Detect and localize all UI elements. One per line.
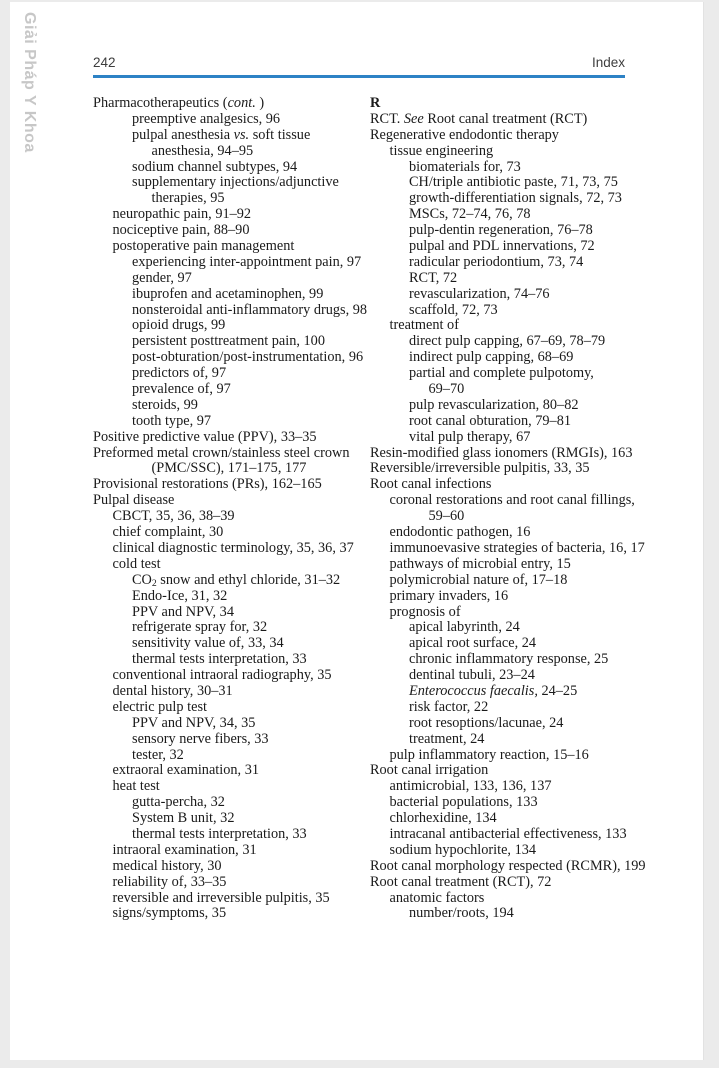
- index-entry: [370, 334, 646, 350]
- index-entry-segment: radicular periodontium, 73, 74: [409, 253, 584, 270]
- index-entry-segment: dentinal tubuli, 23–24: [409, 667, 535, 684]
- index-entry-segment: post-obturation/post-instrumentation, 96: [132, 349, 364, 366]
- index-entry: [370, 303, 646, 319]
- index-entry: [93, 493, 367, 509]
- index-entry: [93, 732, 367, 748]
- index-entry: [370, 112, 646, 128]
- index-entry-segment: scaffold, 72, 73: [409, 301, 498, 318]
- index-entry-segment: Enterococcus faecalis,: [409, 682, 538, 699]
- index-entry: [93, 636, 367, 652]
- index-entry-segment: thermal tests interpretation, 33: [132, 825, 307, 842]
- index-entry-segment: Pharmacotherapeutics (: [93, 95, 228, 111]
- index-entry-segment: pulp revascularization, 80–82: [409, 396, 579, 413]
- index-entry: [93, 112, 367, 128]
- index-entry: [370, 748, 646, 764]
- index-entry: [370, 684, 646, 700]
- index-entry-segment: revascularization, 74–76: [409, 285, 550, 302]
- index-entry: [93, 843, 367, 859]
- index-entry: [93, 605, 367, 621]
- index-entry: [93, 398, 367, 414]
- index-entry: [93, 477, 367, 493]
- index-entry-segment: snow and ethyl chloride, 31–32: [156, 571, 341, 588]
- index-entry: [370, 541, 646, 557]
- index-entry-segment: CO: [132, 571, 152, 588]
- index-entry: [370, 636, 646, 652]
- index-entry: [93, 811, 367, 827]
- index-entry-segment: steroids, 99: [132, 396, 198, 413]
- index-entry-segment: Root canal irrigation: [370, 762, 489, 779]
- index-entry-segment: cold test: [112, 555, 161, 572]
- index-entry-segment: treatment of: [389, 317, 459, 334]
- index-entry: [370, 366, 646, 382]
- index-entry: [93, 207, 367, 223]
- index-entry-segment: pulp-dentin regeneration, 76–78: [409, 222, 593, 239]
- index-entry: [93, 525, 367, 541]
- index-entry-segment: polymicrobial nature of, 17–18: [389, 571, 568, 588]
- index-entry-segment: apical labyrinth, 24: [409, 619, 520, 636]
- index-entry: [370, 446, 646, 462]
- index-entry-segment: 2: [151, 577, 157, 589]
- index-entry-segment: Positive predictive value (PPV), 33–35: [93, 428, 317, 445]
- index-entry-segment: nonsteroidal anti-inflammatory drugs, 98: [132, 301, 368, 318]
- index-entry: [93, 779, 367, 795]
- index-entry: [93, 382, 367, 398]
- index-entry: [370, 318, 646, 334]
- index-entry-segment: nociceptive pain, 88–90: [112, 222, 250, 239]
- index-entry-segment: Reversible/irreversible pulpitis, 33, 35: [370, 460, 590, 477]
- index-entry-segment: neuropathic pain, 91–92: [112, 206, 252, 223]
- index-entry: [370, 605, 646, 621]
- index-entry-segment: sensitivity value of, 33, 34: [132, 635, 284, 652]
- index-column-left: [93, 96, 367, 922]
- index-entry: [370, 493, 646, 509]
- index-entry: [370, 700, 646, 716]
- index-entry-segment: postoperative pain management: [112, 238, 295, 255]
- index-entry-segment: conventional intraoral radiography, 35: [112, 667, 332, 684]
- index-entry: [370, 144, 646, 160]
- index-entry-segment: biomaterials for, 73: [409, 158, 521, 175]
- index-entry-segment: prevalence of, 97: [132, 381, 231, 398]
- index-entry: [370, 350, 646, 366]
- index-entry: [370, 573, 646, 589]
- index-entry-segment: gender, 97: [132, 269, 192, 286]
- index-entry-segment: chronic inflammatory response, 25: [409, 651, 609, 668]
- index-entry-segment: anesthesia, 94–95: [151, 142, 254, 159]
- index-entry: [370, 477, 646, 493]
- index-entry: [370, 732, 646, 748]
- index-entry-segment: soft tissue: [249, 126, 311, 143]
- index-entry: [370, 811, 646, 827]
- index-entry-segment: tester, 32: [132, 746, 184, 763]
- index-entry-segment: CH/triple antibiotic paste, 71, 73, 75: [409, 174, 618, 191]
- index-entry: [370, 398, 646, 414]
- index-entry: [370, 160, 646, 176]
- index-entry: [370, 891, 646, 907]
- index-entry: [370, 795, 646, 811]
- index-entry-segment: intraoral examination, 31: [112, 841, 257, 858]
- index-entry-segment: pathways of microbial entry, 15: [389, 555, 571, 572]
- index-entry: [93, 144, 367, 160]
- index-entry: [93, 795, 367, 811]
- index-entry-segment: prognosis of: [389, 603, 461, 620]
- index-entry-segment: heat test: [112, 778, 160, 795]
- index-entry: [93, 573, 367, 589]
- index-entry: [370, 557, 646, 573]
- index-entry: [370, 223, 646, 239]
- index-entry-segment: 69–70: [428, 381, 465, 398]
- index-entry-segment: 59–60: [428, 508, 465, 525]
- index-entry: [370, 668, 646, 684]
- index-entry-segment: See: [403, 110, 424, 127]
- index-entry-segment: RCT.: [370, 110, 404, 127]
- index-entry-segment: therapies, 95: [151, 190, 225, 207]
- index-entry: [93, 414, 367, 430]
- index-entry: [93, 684, 367, 700]
- index-entry: [370, 271, 646, 287]
- index-entry-segment: sensory nerve fibers, 33: [132, 730, 269, 747]
- index-entry-segment: CBCT, 35, 36, 38–39: [112, 508, 235, 525]
- index-entry: [93, 620, 367, 636]
- index-entry: [93, 652, 367, 668]
- index-entry: [93, 589, 367, 605]
- index-entry: [93, 128, 367, 144]
- index-entry: [93, 318, 367, 334]
- index-entry: [370, 652, 646, 668]
- index-entry-segment: Resin-modified glass ionomers (RMGIs), 163: [370, 444, 633, 461]
- index-entry: [370, 779, 646, 795]
- index-entry-segment: Preformed metal crown/stainless steel crown: [93, 444, 350, 461]
- index-entry: [93, 350, 367, 366]
- index-entry: [93, 461, 367, 477]
- index-entry: [93, 287, 367, 303]
- index-entry-segment: chief complaint, 30: [112, 524, 224, 541]
- index-entry: [93, 239, 367, 255]
- index-entry: [93, 763, 367, 779]
- index-entry: [370, 191, 646, 207]
- index-entry: [370, 589, 646, 605]
- index-entry: [370, 96, 646, 112]
- index-entry-segment: indirect pulp capping, 68–69: [409, 349, 574, 366]
- index-entry-segment: extraoral examination, 31: [112, 762, 259, 779]
- index-entry-segment: ibuprofen and acetaminophen, 99: [132, 285, 324, 302]
- index-entry: [370, 461, 646, 477]
- index-entry-segment: electric pulp test: [112, 698, 207, 715]
- index-entry-segment: antimicrobial, 133, 136, 137: [389, 778, 552, 795]
- index-entry: [370, 207, 646, 223]
- index-entry-segment: sodium hypochlorite, 134: [389, 841, 537, 858]
- page-number: 242: [93, 55, 116, 70]
- index-entry-segment: opioid drugs, 99: [132, 317, 226, 334]
- index-entry: [93, 891, 367, 907]
- index-entry-segment: vital pulp therapy, 67: [409, 428, 531, 445]
- index-entry: [93, 716, 367, 732]
- index-entry-segment: medical history, 30: [112, 857, 222, 874]
- index-entry-segment: 24–25: [537, 682, 578, 699]
- index-entry: [93, 509, 367, 525]
- index-entry-segment: experiencing inter-appointment pain, 97: [132, 253, 362, 270]
- index-entry-segment: Endo-Ice, 31, 32: [132, 587, 228, 604]
- index-entry-segment: ): [255, 95, 265, 111]
- index-entry: [93, 160, 367, 176]
- index-entry-segment: chlorhexidine, 134: [389, 810, 497, 827]
- index-entry-segment: RCT, 72: [409, 269, 458, 286]
- index-entry-segment: Root canal treatment (RCT): [423, 110, 588, 127]
- index-entry-segment: tooth type, 97: [132, 412, 212, 429]
- index-entry: [93, 430, 367, 446]
- index-entry-segment: intracanal antibacterial effectiveness, 133: [389, 825, 627, 842]
- index-entry: [93, 175, 367, 191]
- index-entry: [93, 191, 367, 207]
- index-entry: [93, 906, 367, 922]
- header-rule: [93, 75, 625, 78]
- index-entry-segment: MSCs, 72–74, 76, 78: [409, 206, 531, 223]
- index-entry: [370, 906, 646, 922]
- index-entry-segment: endodontic pathogen, 16: [389, 524, 531, 541]
- index-entry-segment: apical root surface, 24: [409, 635, 537, 652]
- index-entry-segment: coronal restorations and root canal fillings,: [389, 492, 635, 509]
- index-column-right: [370, 96, 646, 922]
- index-entry: [370, 382, 646, 398]
- index-entry: [93, 271, 367, 287]
- index-entry: [370, 287, 646, 303]
- index-entry-segment: predictors of, 97: [132, 365, 227, 382]
- index-entry-segment: Provisional restorations (PRs), 162–165: [93, 476, 322, 493]
- index-entry-segment: pulpal and PDL innervations, 72: [409, 238, 595, 255]
- index-entry-segment: immunoevasive strategies of bacteria, 16, 17: [389, 539, 645, 556]
- index-entry-segment: Root canal morphology respected (RCMR), 199: [370, 857, 646, 874]
- index-entry-segment: treatment, 24: [409, 730, 485, 747]
- index-entry-segment: tissue engineering: [389, 142, 494, 159]
- index-entry-segment: number/roots, 194: [409, 905, 514, 922]
- index-entry: [370, 843, 646, 859]
- index-entry-segment: thermal tests interpretation, 33: [132, 651, 307, 668]
- index-entry: [370, 875, 646, 891]
- index-entry-segment: cont.: [227, 95, 256, 111]
- index-entry: [93, 875, 367, 891]
- index-entry-segment: System B unit, 32: [132, 810, 235, 827]
- index-entry-segment: direct pulp capping, 67–69, 78–79: [409, 333, 606, 350]
- index-entry: [93, 446, 367, 462]
- index-entry: [93, 255, 367, 271]
- index-entry: [370, 763, 646, 779]
- index-entry-segment: persistent posttreatment pain, 100: [132, 333, 325, 350]
- index-entry-segment: clinical diagnostic terminology, 35, 36, 37: [112, 539, 354, 556]
- index-entry: [93, 303, 367, 319]
- index-entry-segment: Regenerative endodontic therapy: [370, 126, 559, 143]
- index-entry: [370, 716, 646, 732]
- index-entry-segment: reversible and irreversible pulpitis, 35: [112, 889, 330, 906]
- index-entry-segment: (PMC/SSC), 171–175, 177: [151, 460, 307, 477]
- index-entry-segment: preemptive analgesics, 96: [132, 110, 281, 127]
- index-entry-segment: refrigerate spray for, 32: [132, 619, 268, 636]
- index-entry-segment: Pulpal disease: [93, 492, 175, 509]
- index-entry-segment: pulp inflammatory reaction, 15–16: [389, 746, 589, 763]
- index-entry-segment: root canal obturation, 79–81: [409, 412, 571, 429]
- index-entry: [370, 430, 646, 446]
- index-entry-segment: Root canal treatment (RCT), 72: [370, 873, 552, 890]
- index-entry: [93, 700, 367, 716]
- index-entry: [93, 541, 367, 557]
- index-entry-segment: bacterial populations, 133: [389, 794, 538, 811]
- index-entry: [370, 620, 646, 636]
- index-entry: [93, 859, 367, 875]
- index-entry: [370, 859, 646, 875]
- index-entry: [93, 748, 367, 764]
- running-head-title: Index: [591, 55, 625, 70]
- index-entry-segment: PPV and NPV, 34, 35: [132, 714, 256, 731]
- index-entry-segment: dental history, 30–31: [112, 682, 233, 699]
- index-entry-segment: anatomic factors: [389, 889, 485, 906]
- index-entry: [93, 334, 367, 350]
- index-entry-segment: growth-differentiation signals, 72, 73: [409, 190, 622, 207]
- index-entry: [370, 255, 646, 271]
- index-entry: [370, 239, 646, 255]
- index-entry: [370, 827, 646, 843]
- index-entry-segment: root resoptions/lacunae, 24: [409, 714, 564, 731]
- index-entry-segment: vs.: [233, 126, 250, 143]
- index-entry-segment: reliability of, 33–35: [112, 873, 227, 890]
- index-entry: [93, 557, 367, 573]
- index-entry-segment: risk factor, 22: [409, 698, 489, 715]
- index-entry: [93, 827, 367, 843]
- index-entry: [93, 96, 367, 112]
- index-entry-segment: gutta-percha, 32: [132, 794, 225, 811]
- watermark-text: Giải Pháp Y Khoa: [21, 12, 38, 153]
- index-entry: [93, 366, 367, 382]
- index-entry: [370, 175, 646, 191]
- index-entry: [370, 128, 646, 144]
- index-entry-segment: pulpal anesthesia: [132, 126, 234, 143]
- index-entry-segment: sodium channel subtypes, 94: [132, 158, 298, 175]
- index-entry-segment: PPV and NPV, 34: [132, 603, 234, 620]
- index-entry: [370, 509, 646, 525]
- index-entry: [370, 414, 646, 430]
- book-page: [10, 2, 704, 1060]
- index-entry-segment: partial and complete pulpotomy,: [409, 365, 594, 382]
- index-entry: [93, 668, 367, 684]
- index-entry: [370, 525, 646, 541]
- index-entry-segment: signs/symptoms, 35: [112, 905, 227, 922]
- index-entry-segment: Root canal infections: [370, 476, 492, 493]
- index-entry-segment: supplementary injections/adjunctive: [132, 174, 339, 191]
- index-entry-segment: primary invaders, 16: [389, 587, 509, 604]
- index-entry: [93, 223, 367, 239]
- index-entry-segment: R: [370, 95, 381, 111]
